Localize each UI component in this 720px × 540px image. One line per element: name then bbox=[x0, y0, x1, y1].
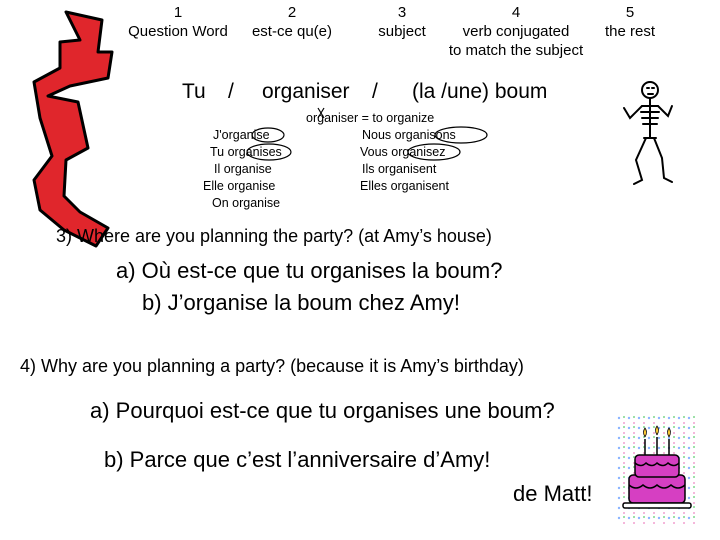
step-number: 1 bbox=[173, 4, 183, 21]
example-verb: organiser bbox=[262, 80, 350, 103]
conj-singular-3: Il organise bbox=[214, 162, 272, 176]
answer-4b: b) Parce que c’est l’anniversaire d’Amy! bbox=[104, 447, 491, 472]
birthday-cake-icon bbox=[617, 415, 697, 525]
step-1 bbox=[128, 3, 228, 41]
example-rest: (la /une) boum bbox=[412, 80, 548, 103]
step-label-line2: to match the subject bbox=[448, 42, 584, 59]
conj-plural-2: Vous organisez bbox=[360, 145, 446, 159]
answer-4a: a) Pourquoi est-ce que tu organises une boum? bbox=[90, 398, 555, 423]
step-label: subject bbox=[378, 23, 426, 40]
step-label: verb conjugated bbox=[462, 23, 570, 40]
step-number: 5 bbox=[625, 4, 635, 21]
step-number: 4 bbox=[511, 4, 521, 21]
step-5 bbox=[596, 3, 664, 41]
conj-singular-4: Elle organise bbox=[203, 179, 276, 193]
step-number: 3 bbox=[397, 4, 407, 21]
step-label: est-ce qu(e) bbox=[251, 23, 333, 40]
conj-plural-3: Ils organisent bbox=[362, 162, 437, 176]
answer-3b: b) J’organise la boum chez Amy! bbox=[142, 290, 460, 315]
answer-3a: a) Où est-ce que tu organises la boum? bbox=[116, 258, 503, 283]
example-slash: / bbox=[228, 80, 234, 103]
conj-singular-2: Tu organises bbox=[210, 145, 282, 159]
question-4: 4) Why are you planning a party? (because it is Amy’s birthday) bbox=[20, 356, 524, 376]
verb-definition: organiser = to organize bbox=[306, 111, 435, 125]
step-4 bbox=[428, 3, 604, 60]
step-number: 2 bbox=[287, 4, 297, 21]
conj-plural-1: Nous organisons bbox=[362, 128, 456, 142]
dancing-skeleton-icon bbox=[620, 78, 676, 190]
conj-singular-5: On organise bbox=[212, 196, 281, 210]
step-2 bbox=[242, 3, 342, 41]
step-label: Question Word bbox=[128, 23, 228, 40]
example-subject: Tu bbox=[182, 80, 206, 103]
step-label: the rest bbox=[604, 23, 656, 40]
question-3: 3) Where are you planning the party? (at Amy’s house) bbox=[56, 226, 492, 246]
answer-4b-continued: de Matt! bbox=[513, 481, 593, 506]
conj-singular-1: J'organise bbox=[213, 128, 270, 142]
example-slash: / bbox=[372, 80, 378, 103]
conj-plural-4: Elles organisent bbox=[360, 179, 449, 193]
